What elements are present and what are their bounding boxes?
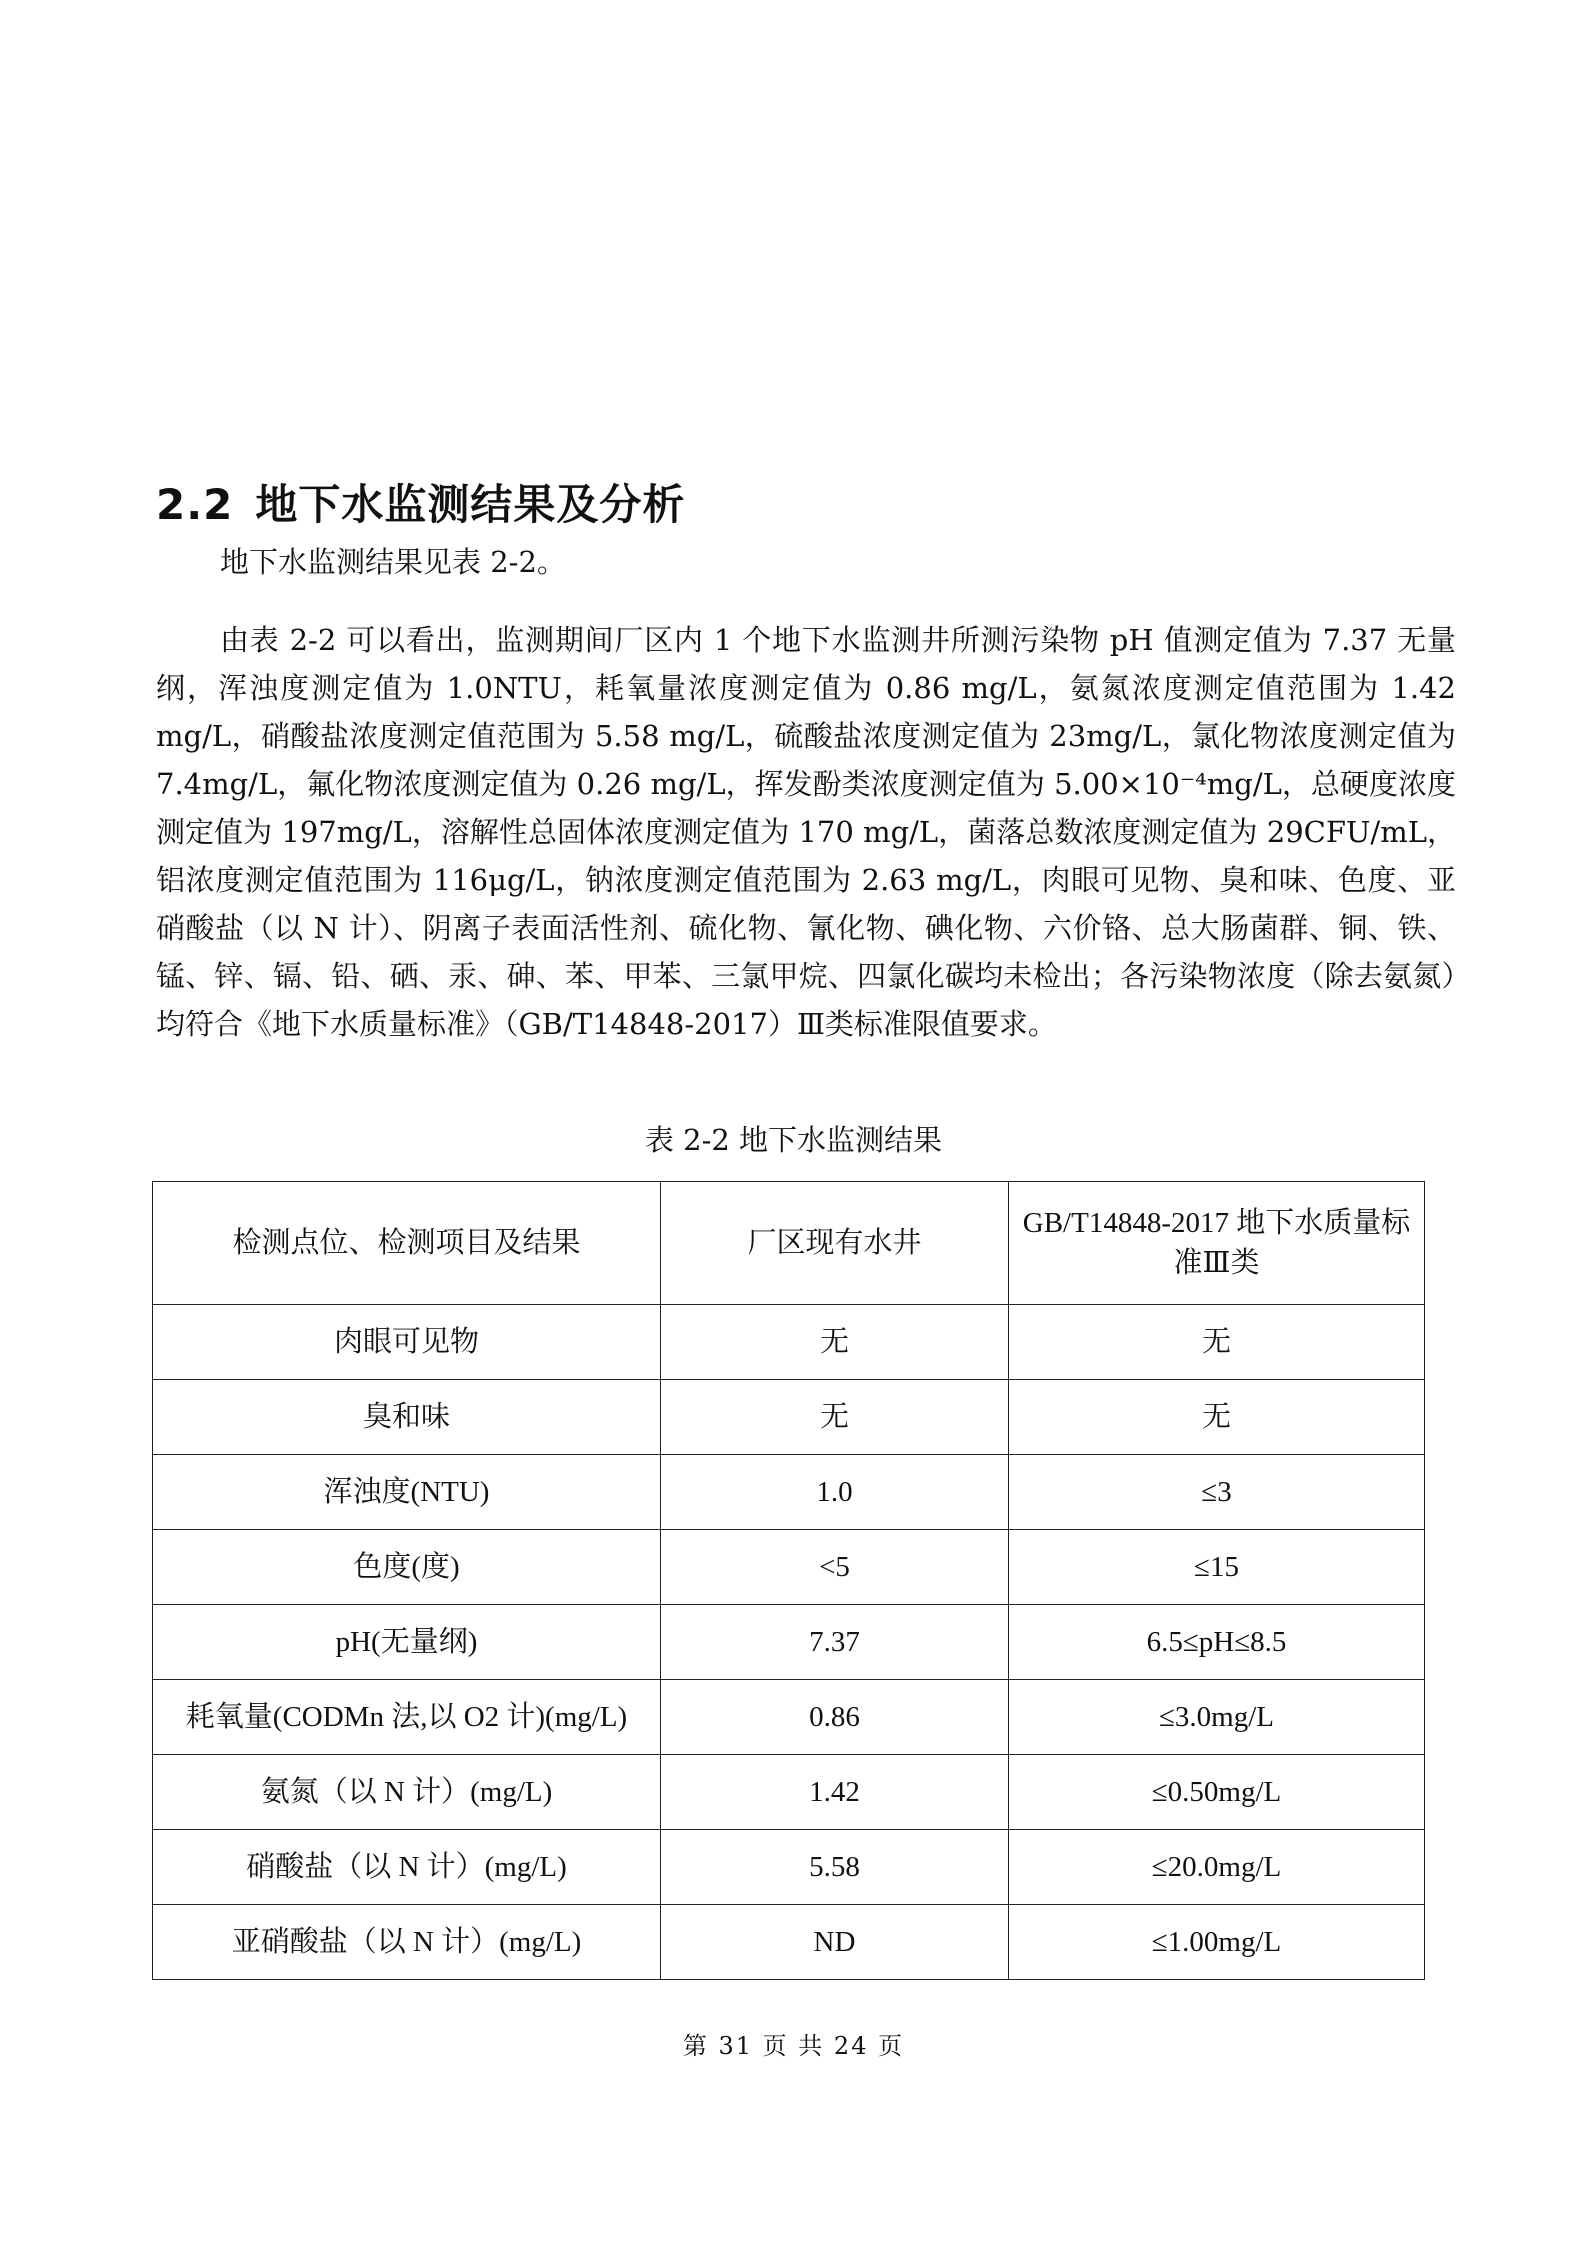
limit-cell: ≤1.00mg/L — [1009, 1905, 1425, 1980]
measured-cell: ND — [661, 1905, 1009, 1980]
table-row — [153, 1680, 1425, 1755]
limit-cell: ≤20.0mg/L — [1009, 1830, 1425, 1905]
header-items: 检测点位、检测项目及结果 — [153, 1182, 661, 1305]
header-standard: GB/T14848-2017 地下水质量标准Ⅲ类 — [1009, 1182, 1425, 1305]
item-cell: 浑浊度(NTU) — [153, 1455, 661, 1530]
item-cell: 硝酸盐（以 N 计）(mg/L) — [153, 1830, 661, 1905]
limit-cell: ≤0.50mg/L — [1009, 1755, 1425, 1830]
header-well: 厂区现有水井 — [661, 1182, 1009, 1305]
measured-cell: 7.37 — [661, 1605, 1009, 1680]
limit-cell: ≤3 — [1009, 1455, 1425, 1530]
section-number: 2.2 — [156, 479, 234, 529]
limit-cell: ≤15 — [1009, 1530, 1425, 1605]
section-heading — [156, 475, 685, 535]
measured-cell: 0.86 — [661, 1680, 1009, 1755]
limit-cell: 无 — [1009, 1305, 1425, 1380]
item-cell: pH(无量纲) — [153, 1605, 661, 1680]
table-row — [153, 1830, 1425, 1905]
limit-cell: 无 — [1009, 1380, 1425, 1455]
item-cell: 肉眼可见物 — [153, 1305, 661, 1380]
page-number: 第 31 页 共 24 页 — [682, 2032, 905, 2060]
section-title: 地下水监测结果及分析 — [255, 479, 686, 529]
item-cell: 色度(度) — [153, 1530, 661, 1605]
table-row — [153, 1905, 1425, 1980]
item-cell: 氨氮（以 N 计）(mg/L) — [153, 1755, 661, 1830]
groundwater-results-table — [152, 1181, 1425, 1980]
table-row — [153, 1380, 1425, 1455]
limit-cell: 6.5≤pH≤8.5 — [1009, 1605, 1425, 1680]
item-cell: 臭和味 — [153, 1380, 661, 1455]
table-caption: 表 2-2 地下水监测结果 — [644, 1123, 943, 1157]
measured-cell: 无 — [661, 1305, 1009, 1380]
measured-cell: <5 — [661, 1530, 1009, 1605]
table-row — [153, 1305, 1425, 1380]
measured-cell: 5.58 — [661, 1830, 1009, 1905]
table-header-row — [153, 1182, 1425, 1305]
measured-cell: 1.0 — [661, 1455, 1009, 1530]
measured-cell: 无 — [661, 1380, 1009, 1455]
limit-cell: ≤3.0mg/L — [1009, 1680, 1425, 1755]
item-cell: 亚硝酸盐（以 N 计）(mg/L) — [153, 1905, 661, 1980]
intro-paragraph: 地下水监测结果见表 2-2。 — [220, 545, 566, 579]
analysis-paragraph: 由表 2-2 可以看出，监测期间厂区内 1 个地下水监测井所测污染物 pH 值测定值为 7.37 无量纲，浑浊度测定值为 1.0NTU，耗氧量浓度测定值为 0.86 mg/L，氨氮浓度测定值范围为 1.42 mg/L，硝酸盐浓度测定值范围为 5.58 mg/L，硫酸盐浓度测定值为 23mg/L，氯化物浓度测定值为 7.4mg/L，氟化物浓度测定值为 0.26 mg/L，挥发酚类浓度测定值为 5.00×10⁻⁴mg/L，总硬度浓度测定值为 197mg/L，溶解性总固体浓度测定值为 170 mg/L，菌落总数浓度测定值为 29CFU/mL，铝浓度测定值范围为 116μg/L，钠浓度测定值范围为 2.63 mg/L，肉眼可见物、臭和味、色度、亚硝酸盐（以 N 计）、阴离子表面活性剂、硫化物、氰化物、碘化物、六价铬、总大肠菌群、铜、铁、锰、锌、镉、铅、硒、汞、砷、苯、甲苯、三氯甲烷、四氯化碳均未检出；各污染物浓度（除去氨氮）均符合《地下水质量标准》（GB/T14848-2017）Ⅲ类标准限值要求。 — [156, 623, 1456, 1041]
table-row — [153, 1605, 1425, 1680]
table-row — [153, 1530, 1425, 1605]
table-row — [153, 1455, 1425, 1530]
item-cell: 耗氧量(CODMn 法,以 O2 计)(mg/L) — [153, 1680, 661, 1755]
table-row — [153, 1755, 1425, 1830]
measured-cell: 1.42 — [661, 1755, 1009, 1830]
